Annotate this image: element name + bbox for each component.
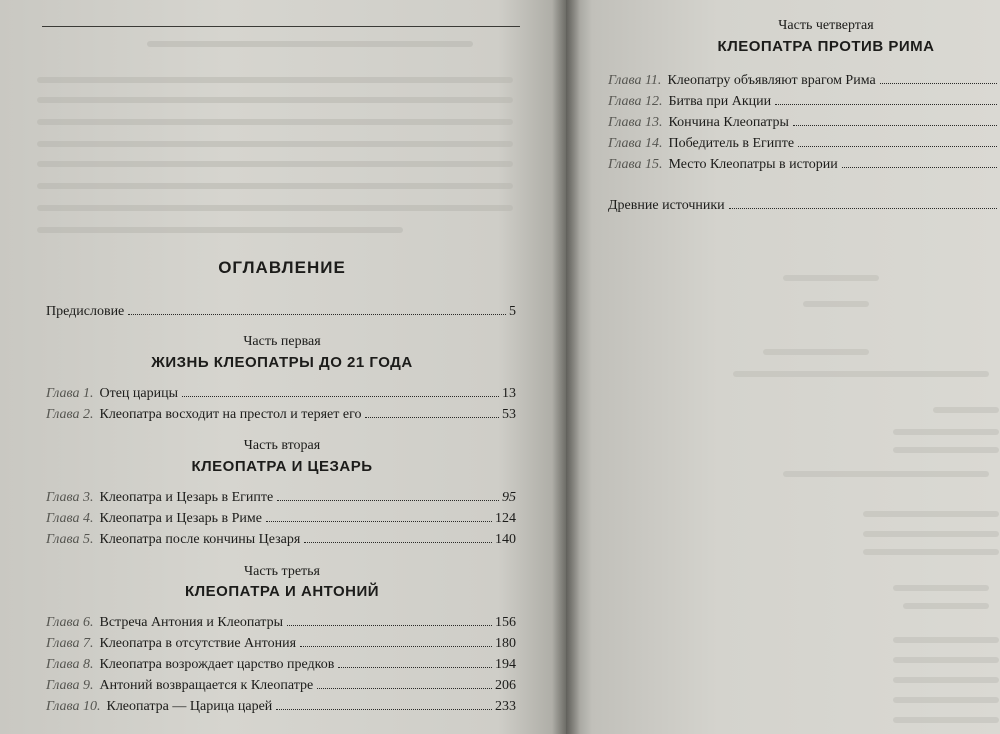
leader-dots [304, 542, 492, 543]
chapter-entry [608, 94, 1000, 110]
chapter-entry [46, 615, 516, 631]
chapter-entry [46, 490, 516, 506]
sources-entry [608, 198, 1000, 214]
chapter-number: Глава 3. [46, 490, 94, 505]
chapter-number: Глава 7. [46, 636, 94, 651]
leader-dots [793, 125, 997, 126]
chapter-number: Глава 15. [608, 157, 663, 172]
page-number: 124 [495, 511, 516, 526]
chapter-title: Место Клеопатры в истории [668, 157, 838, 172]
leader-dots [128, 314, 506, 315]
part-4-label: Часть четвертая [778, 18, 874, 33]
chapter-number: Глава 5. [46, 532, 94, 547]
chapter-number: Глава 2. [46, 407, 94, 422]
leader-dots [266, 521, 492, 522]
bleed-through-text [566, 0, 1000, 734]
part-2-label: Часть вторая [243, 438, 321, 453]
chapter-title: Встреча Антония и Клеопатры [99, 615, 283, 630]
chapter-number: Глава 10. [46, 699, 101, 714]
page-number: 13 [502, 386, 516, 401]
chapter-number: Глава 13. [608, 115, 663, 130]
book-gutter [552, 0, 580, 734]
part-1-label: Часть первая [243, 334, 321, 349]
page-number: 95 [502, 490, 516, 505]
chapter-entry [608, 136, 1000, 152]
leader-dots [182, 396, 499, 397]
page-number: 140 [495, 532, 516, 547]
leader-dots [276, 709, 492, 710]
chapter-number: Глава 1. [46, 386, 94, 401]
chapter-number: Глава 12. [608, 94, 663, 109]
chapter-title: Антоний возвращается к Клеопатре [99, 678, 314, 693]
preface-entry [46, 304, 516, 320]
part-3-label: Часть третья [244, 564, 320, 579]
page-number: 233 [495, 699, 516, 714]
chapter-title: Клеопатра восходит на престол и теряет его [99, 407, 362, 422]
page-number: 156 [495, 615, 516, 630]
chapter-number: Глава 9. [46, 678, 94, 693]
leader-dots [729, 208, 997, 209]
chapter-title: Клеопатра и Цезарь в Египте [99, 490, 274, 505]
chapter-title: Клеопатра после кончины Цезаря [99, 532, 301, 547]
page-number: 180 [495, 636, 516, 651]
chapter-title: Победитель в Египте [668, 136, 795, 151]
chapter-number: Глава 11. [608, 73, 662, 88]
chapter-title: Клеопатра возрождает царство предков [99, 657, 335, 672]
leader-dots [277, 500, 499, 501]
chapter-entry [608, 73, 1000, 89]
chapter-title: Клеопатра и Цезарь в Риме [99, 511, 262, 526]
page-number: 206 [495, 678, 516, 693]
chapter-entry [46, 657, 516, 673]
chapter-entry [608, 157, 1000, 173]
chapter-title: Битва при Акции [668, 94, 772, 109]
chapter-entry [46, 636, 516, 652]
chapter-entry [46, 532, 516, 548]
leader-dots [842, 167, 997, 168]
chapter-title: Клеопатра — Царица царей [106, 699, 273, 714]
part-1-title: ЖИЗНЬ КЛЕОПАТРЫ ДО 21 ГОДА [151, 354, 413, 371]
chapter-entry [46, 386, 516, 402]
chapter-entry [46, 511, 516, 527]
preface-title: Предисловие [46, 304, 125, 319]
chapter-entry [46, 407, 516, 423]
chapter-title: Отец царицы [99, 386, 179, 401]
toc-title: ОГЛАВЛЕНИЕ [218, 258, 346, 277]
part-3-title: КЛЕОПАТРА И АНТОНИЙ [184, 583, 380, 600]
part-4-title: КЛЕОПАТРА ПРОТИВ РИМА [717, 38, 935, 55]
leader-dots [338, 667, 492, 668]
chapter-title: Кончина Клеопатры [668, 115, 789, 130]
page-number: 194 [495, 657, 516, 672]
leader-dots [317, 688, 492, 689]
right-page [566, 0, 1000, 734]
leader-dots [880, 83, 997, 84]
leader-dots [287, 625, 492, 626]
leader-dots [775, 104, 997, 105]
chapter-title: Клеопатра в отсутствие Антония [99, 636, 297, 651]
chapter-number: Глава 14. [608, 136, 663, 151]
chapter-entry [46, 678, 516, 694]
leader-dots [798, 146, 997, 147]
chapter-number: Глава 4. [46, 511, 94, 526]
chapter-title: Клеопатру объявляют врагом Рима [667, 73, 876, 88]
chapter-number: Глава 8. [46, 657, 94, 672]
leader-dots [300, 646, 492, 647]
chapter-entry [46, 699, 516, 715]
leader-dots [365, 417, 499, 418]
part-2-title: КЛЕОПАТРА И ЦЕЗАРЬ [191, 458, 373, 475]
page-number: 53 [502, 407, 516, 422]
chapter-number: Глава 6. [46, 615, 94, 630]
top-rule [42, 26, 520, 27]
chapter-entry [608, 115, 1000, 131]
sources-title: Древние источники [608, 198, 725, 213]
page-number: 5 [509, 304, 516, 319]
